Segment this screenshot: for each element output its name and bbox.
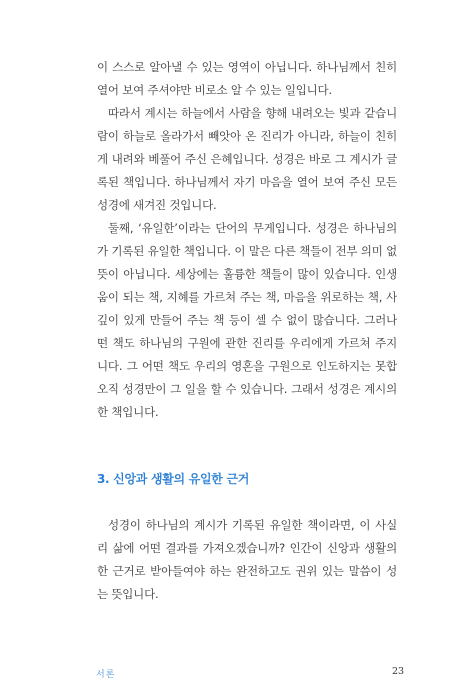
body-line: 한 책입니다.: [97, 405, 159, 419]
body-line: 는 뜻입니다.: [97, 587, 159, 601]
body-line: 열어 보여 주셔야만 비로소 알 수 있는 일입니다.: [97, 83, 332, 97]
body-line: 성경이 하나님의 계시가 기록된 유일한 책이라면, 이 사실: [108, 518, 397, 532]
page-number: 23: [392, 666, 405, 677]
body-line: 떤 책도 하나님의 구원에 관한 진리를 우리에게 가르쳐 주지: [97, 336, 397, 350]
body-line: 한 근거로 받아들여야 하는 완전하고도 권위 있는 말씀이 성: [97, 564, 397, 578]
body-line: 가 기록된 유일한 책입니다. 이 말은 다른 책들이 전부 의미 없: [97, 244, 397, 258]
body-line: 리 삶에 어떤 결과를 가져오겠습니까? 인간이 신앙과 생활의: [97, 541, 397, 555]
body-line: 움이 되는 책, 지혜를 가르쳐 주는 책, 마음을 위로하는 책, 사: [97, 290, 397, 304]
body-line: 따라서 계시는 하늘에서 사람을 향해 내려오는 빛과 같습니: [108, 106, 397, 120]
body-line: 깊이 있게 만들어 주는 책 등이 셀 수 없이 많습니다. 그러나: [97, 313, 397, 327]
body-line: 성경에 새겨진 것입니다.: [97, 198, 217, 212]
running-footer-section: 서론: [96, 670, 116, 680]
body-line: 록된 책입니다. 하나님께서 자기 마음을 열어 보여 주신 모든: [97, 175, 397, 189]
body-line: 둘째, ‘유일한’이라는 단어의 무게입니다. 성경은 하나님의: [108, 221, 397, 235]
body-line: 이 스스로 알아낼 수 있는 영역이 아닙니다. 하나님께서 친히: [97, 60, 397, 74]
body-line: 게 내려와 베풀어 주신 은혜입니다. 성경은 바로 그 계시가 글: [97, 152, 397, 166]
section-heading: 3. 신앙과 생활의 유일한 근거: [97, 472, 250, 486]
body-line: 람이 하늘로 올라가서 빼앗아 온 진리가 아니라, 하늘이 친히: [97, 129, 397, 143]
body-line: 니다. 그 어떤 책도 우리의 영혼을 구원으로 인도하지는 못합: [97, 359, 397, 373]
body-line: 뜻이 아닙니다. 세상에는 훌륭한 책들이 많이 있습니다. 인생: [97, 267, 397, 281]
body-line: 오직 성경만이 그 일을 할 수 있습니다. 그래서 성경은 계시의: [97, 382, 397, 396]
